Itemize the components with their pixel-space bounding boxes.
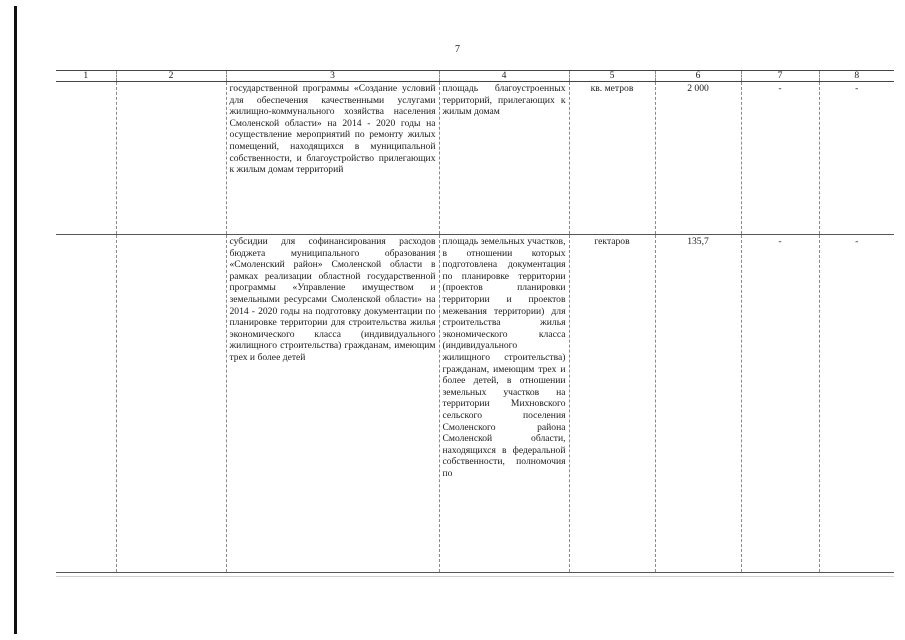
header-cell: 1 [56,71,116,82]
binding-edge [14,6,17,634]
table-cell-col8: - [819,82,894,235]
table-cell-col3: государственной программы «Создание условий для обеспечения качественными услугами жилищно-коммунального хозяйства населения Смоленской области» на 2014 - 2020 годы на осуществление мероприятий по ремонту жилых помещений, находящихся в муниципальной собственности, и благоустройство прилегающих к жилым домам территорий [226,82,439,235]
table-cell-col3: субсидии для софинансирования расходов бюджета муниципального образования «Смоленский район» Смоленской области в рамках реализации областной государственной программы «Управление имуществом и земельными ресурсами Смоленской области» на 2014 - 2020 годы на подготовку документации по планировке территории для строительства жилья экономического класса (индивидуального жилищного строительства) гражданам, имеющим трех и более детей [226,235,439,573]
table-cell-col8: - [819,235,894,573]
table-cell-col1 [56,235,116,573]
header-cell: 3 [226,71,439,82]
table-cell-col2 [116,235,226,573]
header-cell: 2 [116,71,226,82]
table-cell-col2 [116,82,226,235]
table-cell-col1 [56,82,116,235]
table-cell-col7: - [741,235,819,573]
table-cell-col7: - [741,82,819,235]
table-row [56,235,894,573]
table-cell-col4: площадь земельных участков, в отношении которых подготовлена документация по планировке территории (проектов планировки территории и проектов межевания территории) для строительства жилья экономического класса (индивидуального жилищного строительства) гражданам, имеющим трех и более детей, в отношении земельных участков на территории Михновского сельского поселения Смоленского района Смоленской области, находящихся в федеральной собственности, полномочия по [439,235,569,573]
table-cell-col6: 135,7 [655,235,741,573]
table-header-row [56,71,894,82]
page-number: 7 [455,44,460,55]
data-table [56,70,894,573]
header-cell: 6 [655,71,741,82]
table-cell-col5: гектаров [569,235,655,573]
header-cell: 5 [569,71,655,82]
table-cell-col5: кв. метров [569,82,655,235]
header-cell: 4 [439,71,569,82]
table-cell-col6: 2 000 [655,82,741,235]
header-cell: 8 [819,71,894,82]
header-cell: 7 [741,71,819,82]
table-cell-col4: площадь благоустроенных территорий, прилегающих к жилым домам [439,82,569,235]
table-row [56,82,894,235]
scan-artifact-line [56,576,894,577]
